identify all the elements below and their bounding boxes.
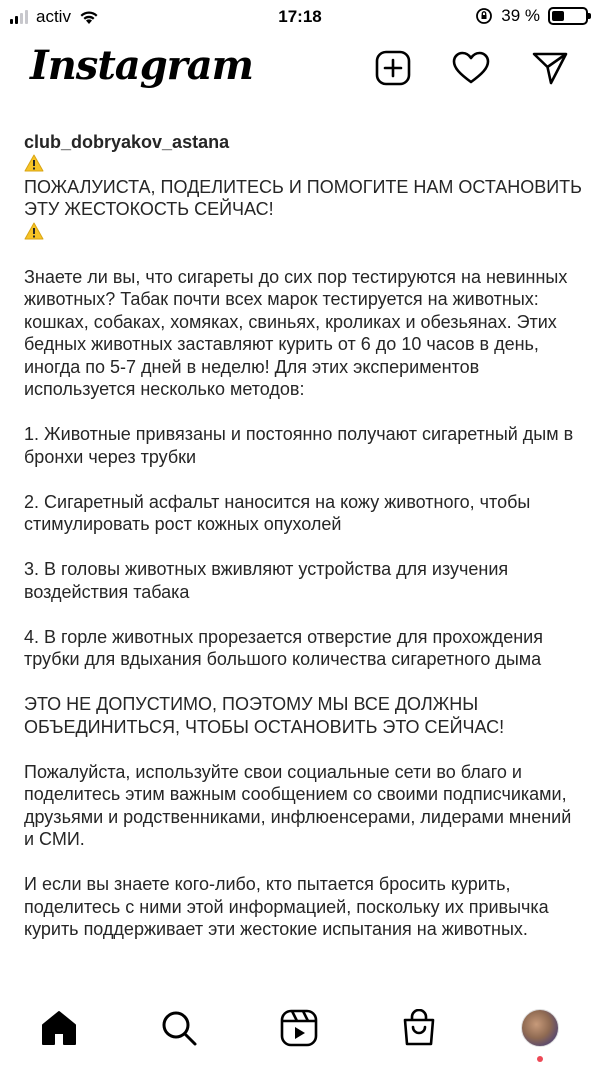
- carrier-name: activ: [36, 7, 71, 26]
- avatar: [521, 1009, 559, 1047]
- heart-icon[interactable]: [452, 49, 490, 87]
- orientation-lock-icon: [475, 7, 493, 25]
- caption-headline-text: ПОЖАЛУИСТА, ПОДЕЛИТЕСЬ И ПОМОГИТЕ НАМ ОСТАНОВИТЬ ЭТУ ЖЕСТОКОСТЬ СЕЙЧАС!: [24, 176, 582, 219]
- post-username[interactable]: club_dobryakov_astana: [24, 131, 230, 152]
- caption-paragraph: Пожалуйста, используйте свои социальные сети во благо и поделитесь этим важным сообщением со своими подписчиками, друзьями и родственниками, инфлюенсерами, лидерами мнений и СМИ.: [24, 761, 572, 849]
- profile-avatar[interactable]: [518, 1006, 562, 1050]
- app-header: [0, 34, 600, 106]
- status-right: [475, 6, 588, 26]
- clock: 17:18: [278, 7, 322, 26]
- status-bar: [0, 0, 600, 34]
- battery-icon: [548, 7, 588, 25]
- instagram-logo[interactable]: Instagram: [30, 42, 253, 89]
- new-post-icon[interactable]: [374, 49, 412, 87]
- shop-icon[interactable]: [397, 1006, 441, 1050]
- reels-icon[interactable]: [277, 1006, 321, 1050]
- notification-dot: [537, 1056, 543, 1062]
- caption-paragraph: Знаете ли вы, что сигареты до сих пор тестируются на невинных животных? Табак почти всех марок тестируется на животных: кошках, собаках, хомяках, свиньях, кроликах и обезьянах. Этих бедных животных заставляют курить от 6 до 10 часов в день, иногда по 5-7 дней в неделю! Для этих экспериментов используется несколько методов:: [24, 266, 568, 399]
- caption-list-item: 4. В горле животных прорезается отверстие для прохождения трубки для вдыхания большого количества сигаретного дыма: [24, 626, 543, 669]
- warning-icon: [24, 222, 44, 240]
- battery-fill: [552, 11, 564, 21]
- caption-paragraph: И если вы знаете кого-либо, кто пытается бросить курить, поделитесь с ними этой информацией, поскольку их привычка курить поддерживает эти жестокие испытания на животных.: [24, 874, 549, 939]
- warning-icon: [24, 154, 44, 172]
- direct-message-icon[interactable]: [531, 49, 569, 87]
- post-caption-area[interactable]: [24, 108, 584, 988]
- caption-list-item: 2. Сигаретный асфальт наносится на кожу животного, чтобы стимулировать рост кожных опухолей: [24, 491, 531, 534]
- caption-list-item: 3. В головы животных вживляют устройства для изучения воздействия табака: [24, 559, 509, 602]
- home-icon[interactable]: [37, 1006, 81, 1050]
- caption-paragraph: ЭТО НЕ ДОПУСТИМО, ПОЭТОМУ МЫ ВСЕ ДОЛЖНЫ ОБЪЕДИНИТЬСЯ, ЧТОБЫ ОСТАНОВИТЬ ЭТО СЕЙЧАС!: [24, 694, 505, 737]
- caption-headline: [24, 108, 584, 243]
- search-icon[interactable]: [157, 1006, 201, 1050]
- bottom-nav: [0, 992, 600, 1066]
- post-caption: [24, 108, 584, 941]
- battery-percent: 39 %: [501, 6, 540, 25]
- caption-list-item: 1. Животные привязаны и постоянно получают сигаретный дым в бронхи через трубки: [24, 424, 574, 467]
